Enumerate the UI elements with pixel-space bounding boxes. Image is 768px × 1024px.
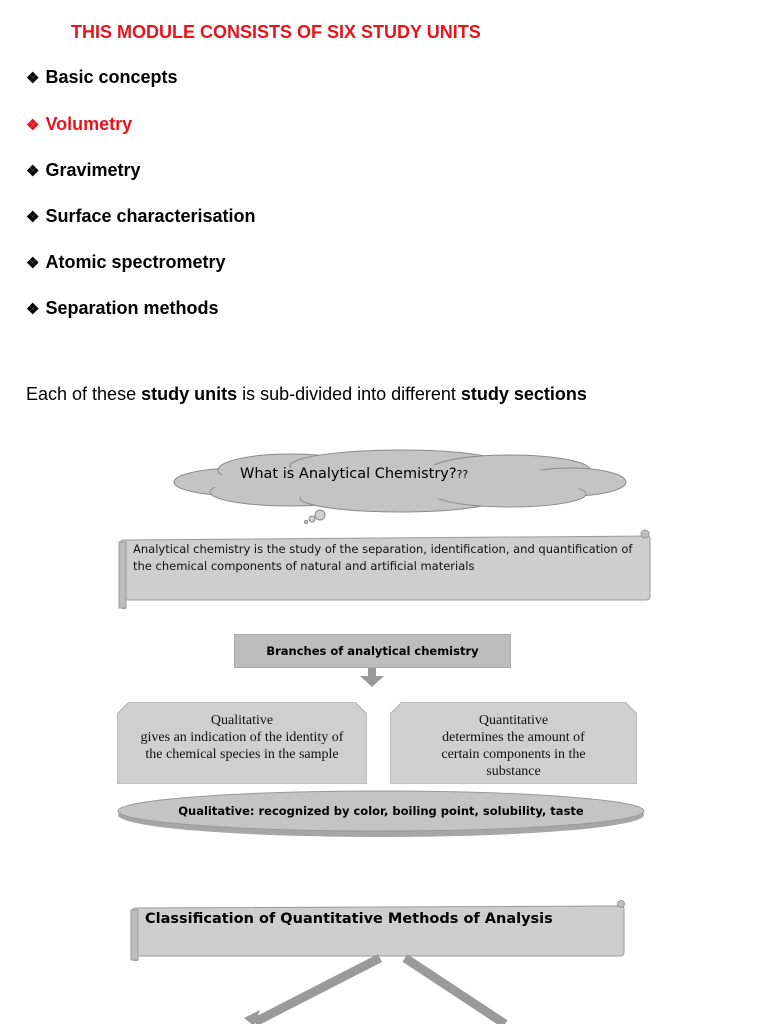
diamond-bullet-icon: ❖ xyxy=(26,69,40,87)
unit-label: Atomic spectrometry xyxy=(45,252,226,272)
intro-sentence: Each of these study units is sub-divided into different study sections xyxy=(26,384,587,404)
arrow-down-icon xyxy=(358,668,386,688)
thought-cloud-shape xyxy=(170,448,630,528)
diamond-bullet-icon: ❖ xyxy=(26,208,40,226)
unit-item-surface-characterisation xyxy=(26,206,256,227)
quantitative-branch-box xyxy=(390,702,637,784)
unit-item-separation-methods xyxy=(26,298,218,319)
unit-label: Volumetry xyxy=(45,114,133,134)
qualitative-branch-box xyxy=(117,702,367,784)
definition-text: Analytical chemistry is the study of the separation, identification, and quantification of the chemical components of natural and artificial materials xyxy=(133,542,633,573)
branches-title-box: Branches of analytical chemistry xyxy=(234,634,511,668)
branch-arrows-icon xyxy=(230,952,530,1024)
classification-title: Classification of Quantitative Methods of Analysis xyxy=(145,911,553,927)
quantitative-description: determines the amount of certain components in the substance xyxy=(441,730,586,779)
unit-item-atomic-spectrometry xyxy=(26,252,226,273)
unit-item-volumetry xyxy=(26,114,132,135)
unit-label: Surface characterisation xyxy=(45,206,256,226)
unit-item-basic-concepts xyxy=(26,67,178,88)
diamond-bullet-icon: ❖ xyxy=(26,116,40,134)
diamond-bullet-icon: ❖ xyxy=(26,254,40,272)
unit-label: Basic concepts xyxy=(45,67,178,87)
diamond-bullet-icon: ❖ xyxy=(26,300,40,318)
qualitative-title: Qualitative xyxy=(210,713,274,728)
diamond-bullet-icon: ❖ xyxy=(26,162,40,180)
cloud-question: What is Analytical Chemistry??? xyxy=(240,466,469,482)
quantitative-title: Quantitative xyxy=(478,713,549,728)
qualitative-note-text: Qualitative: recognized by color, boiling point, solubility, taste xyxy=(178,804,584,818)
module-title: THIS MODULE CONSISTS OF SIX STUDY UNITS xyxy=(71,22,481,42)
unit-label: Separation methods xyxy=(45,298,219,318)
qualitative-description: gives an indication of the identity of the chemical species in the sample xyxy=(140,730,344,762)
unit-label: Gravimetry xyxy=(45,160,141,180)
unit-item-gravimetry xyxy=(26,160,141,181)
